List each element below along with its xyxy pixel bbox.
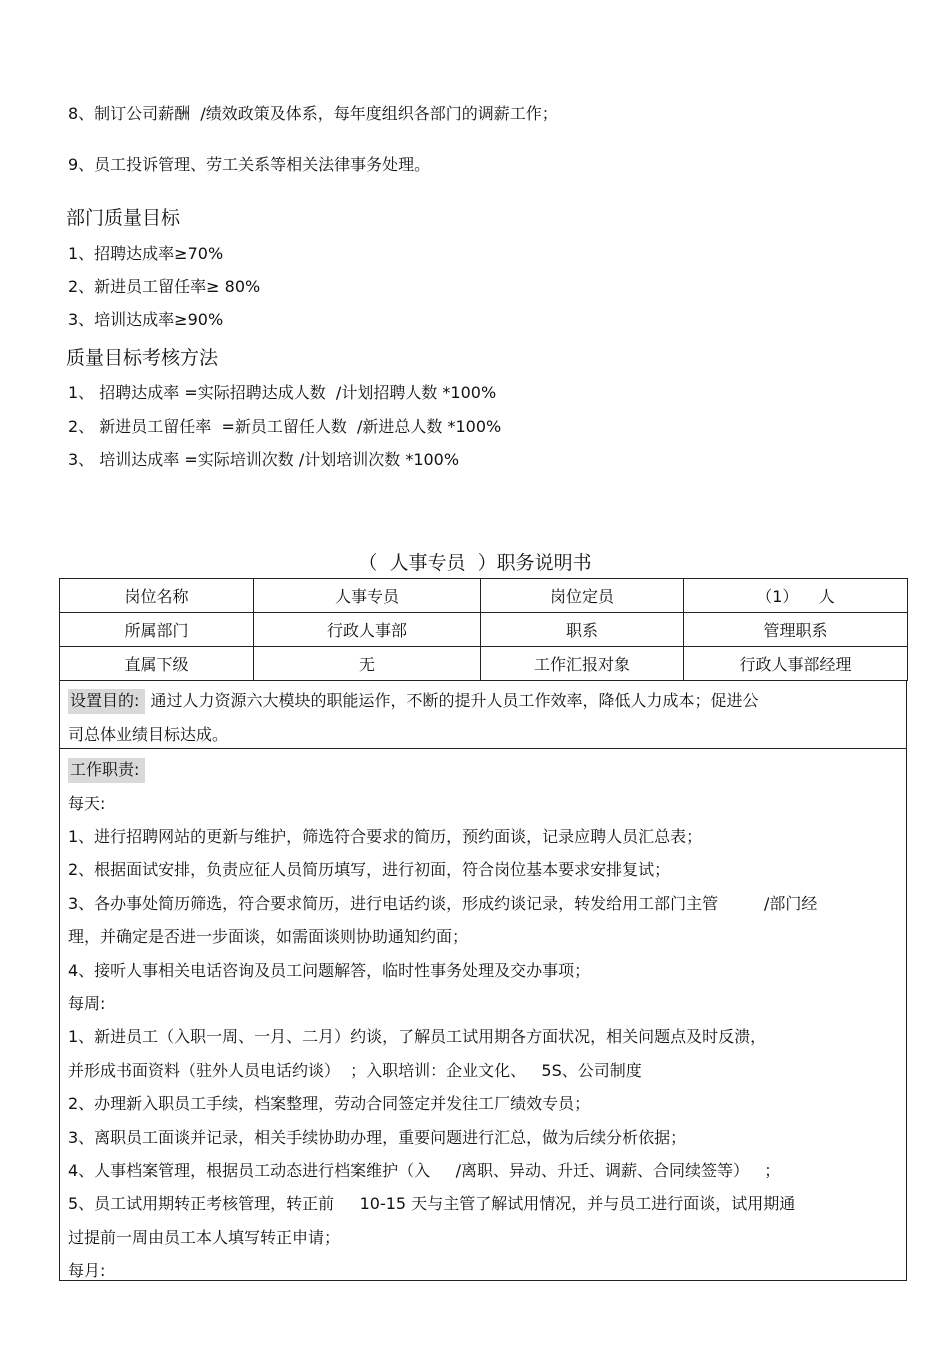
table-cell: 岗位名称 [60, 579, 254, 613]
table-cell: 职系 [481, 613, 684, 647]
duty-line: 4、人事档案管理，根据员工动态进行档案维护（入 /离职、异动、升迁、调薪、合同续签等） ； [68, 1161, 781, 1180]
duties-section [59, 749, 907, 1281]
duty-line: 3、各办事处简历筛选，符合要求简历，进行电话约谈，形成约谈记录，转发给用工部门主管 /部门经 [68, 894, 818, 913]
top-item: 8、制订公司薪酬 /绩效政策及体系，每年度组织各部门的调薪工作； [68, 104, 558, 123]
purpose-label: 设置目的: [68, 689, 145, 714]
quality-goals-heading: 部门质量目标 [66, 207, 181, 229]
table-row [60, 647, 908, 681]
quality-goal-item: 2、新进员工留任率≥ 80% [68, 277, 261, 296]
duty-line: 每周: [68, 994, 106, 1013]
duty-line: 1、进行招聘网站的更新与维护，筛选符合要求的简历，预约面谈，记录应聘人员汇总表； [68, 827, 703, 846]
table-cell: 行政人事部 [254, 613, 481, 647]
duties-label-line [68, 757, 145, 780]
table-row [60, 579, 908, 613]
assessment-item: 2、 新进员工留任率 =新员工留任人数 /新进总人数 *100% [68, 417, 502, 436]
table-cell: 人事专员 [254, 579, 481, 613]
duty-line: 2、根据面试安排，负责应征人员简历填写，进行初面，符合岗位基本要求安排复试； [68, 860, 671, 879]
duty-line: 每天: [68, 794, 106, 813]
duties-label: 工作职责: [68, 758, 145, 783]
table-cell: 岗位定员 [481, 579, 684, 613]
top-item: 9、员工投诉管理、劳工关系等相关法律事务处理。 [68, 155, 431, 174]
purpose-section [59, 681, 907, 749]
duty-line: 过提前一周由员工本人填写转正申请； [68, 1228, 341, 1247]
duty-line: 5、员工试用期转正考核管理，转正前 10-15 天与主管了解试用情况，并与员工进行面谈，试用期通 [68, 1194, 796, 1213]
table-cell: 所属部门 [60, 613, 254, 647]
duty-line: 1、新进员工（入职一周、一月、二月）约谈，了解员工试用期各方面状况，相关问题点及时反溃， [68, 1027, 767, 1046]
table-cell: 行政人事部经理 [684, 647, 908, 681]
duty-line: 每月: [68, 1261, 106, 1280]
duty-line: 理，并确定是否进一步面谈，如需面谈则协助通知约面； [68, 927, 469, 946]
table-cell: （1） 人 [684, 579, 908, 613]
assessment-heading: 质量目标考核方法 [66, 347, 219, 369]
quality-goal-item: 1、招聘达成率≥70% [68, 244, 224, 263]
duty-line: 4、接听人事相关电话咨询及员工问题解答，临时性事务处理及交办事项； [68, 961, 591, 980]
purpose-line [68, 688, 759, 711]
info-table [59, 578, 908, 681]
job-description-title: （ 人事专员 ）职务说明书 [358, 552, 592, 574]
duty-line: 并形成书面资料（驻外人员电话约谈） ；入职培训：企业文化、 5S、公司制度 [68, 1061, 642, 1080]
purpose-text: 通过人力资源六大模块的职能运作，不断的提升人员工作效率，降低人力成本；促进公 [145, 691, 759, 710]
assessment-item: 3、 培训达成率 =实际培训次数 /计划培训次数 *100% [68, 450, 460, 469]
table-cell: 直属下级 [60, 647, 254, 681]
table-cell: 无 [254, 647, 481, 681]
table-row [60, 613, 908, 647]
purpose-line: 司总体业绩目标达成。 [68, 725, 229, 744]
table-cell: 管理职系 [684, 613, 908, 647]
quality-goal-item: 3、培训达成率≥90% [68, 310, 224, 329]
table-cell: 工作汇报对象 [481, 647, 684, 681]
duty-line: 3、离职员工面谈并记录，相关手续协助办理，重要问题进行汇总，做为后续分析依据； [68, 1128, 687, 1147]
duty-line: 2、办理新入职员工手续，档案整理，劳动合同签定并发往工厂绩效专员； [68, 1094, 591, 1113]
assessment-item: 1、 招聘达成率 =实际招聘达成人数 /计划招聘人数 *100% [68, 383, 497, 402]
